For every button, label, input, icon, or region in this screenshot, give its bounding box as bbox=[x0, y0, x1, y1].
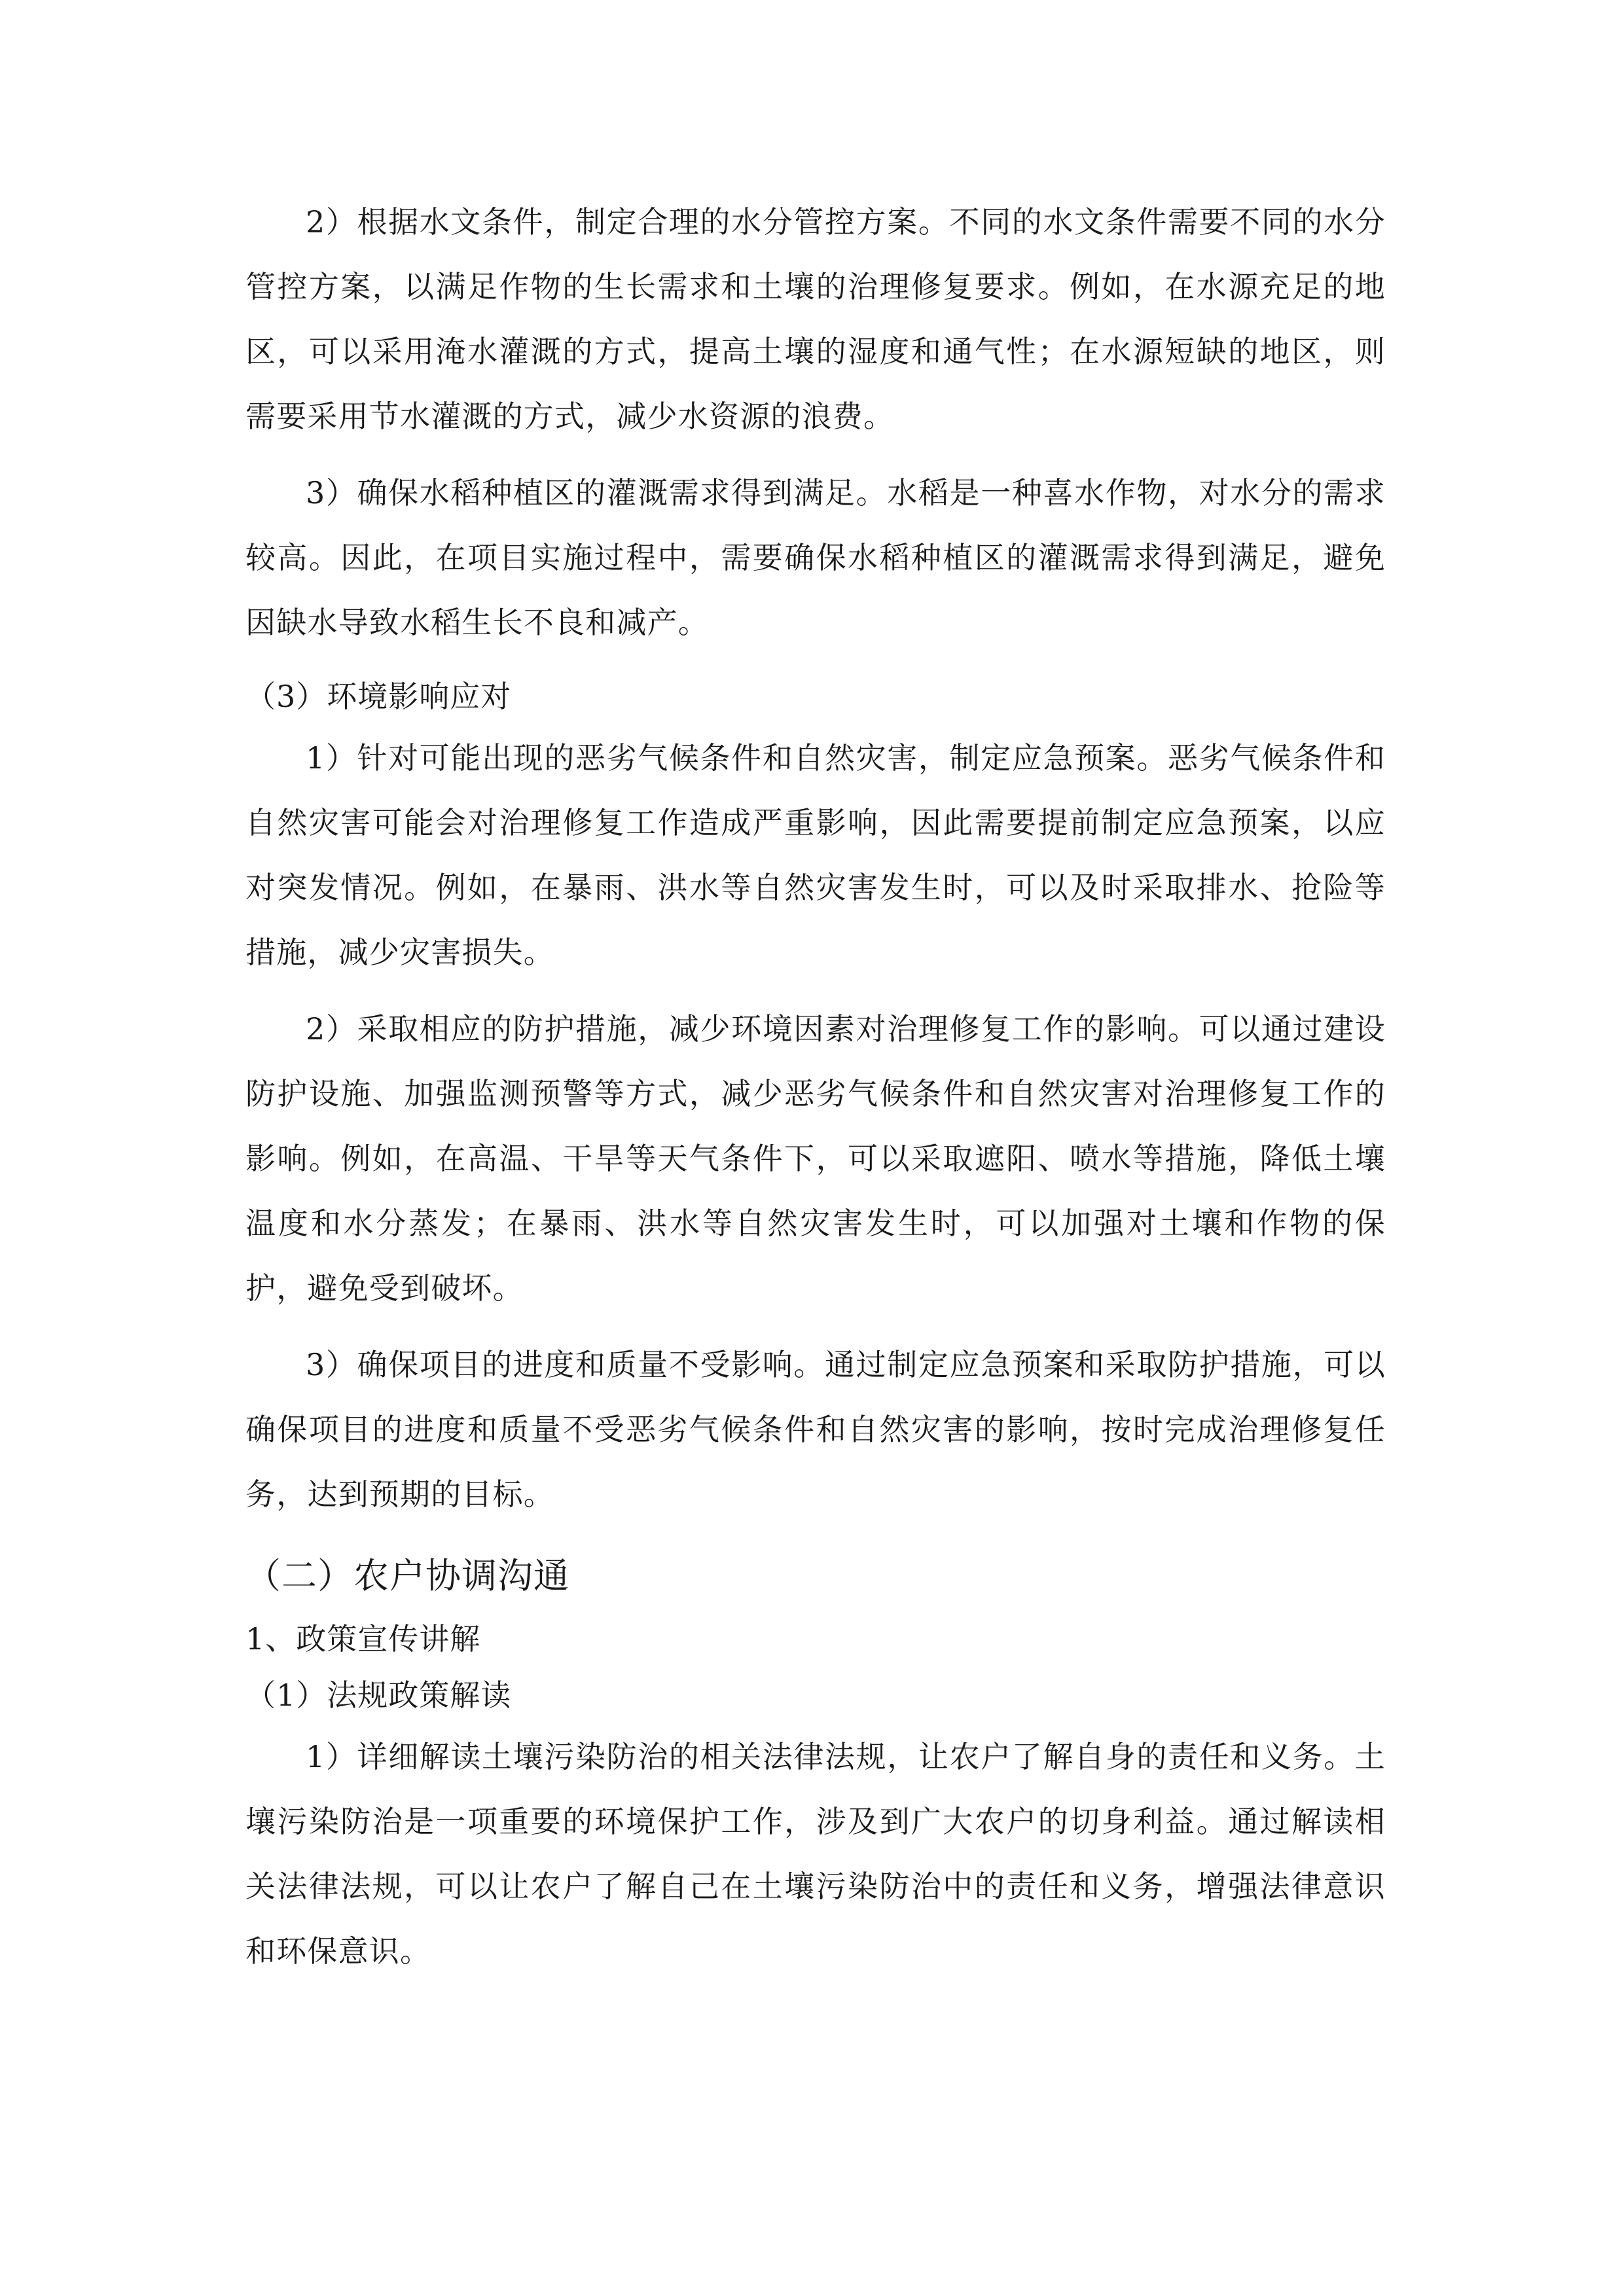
paragraph-law-interpretation: 1）详细解读土壤污染防治的相关法律法规，让农户了解自身的责任和义务。土壤污染防治是一项重要的环境保护工作，涉及到广大农户的切身利益。通过解读相关法律法规，可以让农户了解自己在土壤污染防治中的责任和义务，增强法律意识和环保意识。 bbox=[245, 1739, 1386, 1969]
paragraph-progress-quality: 3）确保项目的进度和质量不受影响。通过制定应急预案和采取防护措施，可以确保项目的进度和质量不受恶劣气候条件和自然灾害的影响，按时完成治理修复任务，达到预期的目标。 bbox=[245, 1347, 1386, 1512]
subheading-environmental-response: （3）环境影响应对 bbox=[245, 679, 512, 714]
subheading-regulation-interpretation: （1）法规政策解读 bbox=[245, 1677, 512, 1713]
paragraph-protective-measures: 2）采取相应的防护措施，减少环境因素对治理修复工作的影响。可以通过建设防护设施、加强监测预警等方式，减少恶劣气候条件和自然灾害对治理修复工作的影响。例如，在高温、干旱等天气条件下，可以采取遮阳、喷水等措施，降低土壤温度和水分蒸发；在暴雨、洪水等自然灾害发生时，可以加强对土壤和作物的保护，避免受到破坏。 bbox=[245, 1011, 1386, 1306]
paragraph-emergency-plan: 1）针对可能出现的恶劣气候条件和自然灾害，制定应急预案。恶劣气候条件和自然灾害可能会对治理修复工作造成严重影响，因此需要提前制定应急预案，以应对突发情况。例如，在暴雨、洪水等自然灾害发生时，可以及时采取排水、抢险等措施，减少灾害损失。 bbox=[245, 740, 1386, 970]
document-body bbox=[245, 190, 1386, 1984]
paragraph-hydrology-plan: 2）根据水文条件，制定合理的水分管控方案。不同的水文条件需要不同的水分管控方案，以满足作物的生长需求和土壤的治理修复要求。例如，在水源充足的地区，可以采用淹水灌溉的方式，提高土壤的湿度和通气性；在水源短缺的地区，则需要采用节水灌溉的方式，减少水资源的浪费。 bbox=[245, 204, 1386, 434]
paragraph-rice-irrigation: 3）确保水稻种植区的灌溉需求得到满足。水稻是一种喜水作物，对水分的需求较高。因此，在项目实施过程中，需要确保水稻种植区的灌溉需求得到满足，避免因缺水导致水稻生长不良和减产。 bbox=[245, 475, 1386, 640]
item-heading-policy-publicity: 1、政策宣传讲解 bbox=[245, 1621, 481, 1657]
section-heading-farmer-communication: （二）农户协调沟通 bbox=[245, 1555, 569, 1596]
